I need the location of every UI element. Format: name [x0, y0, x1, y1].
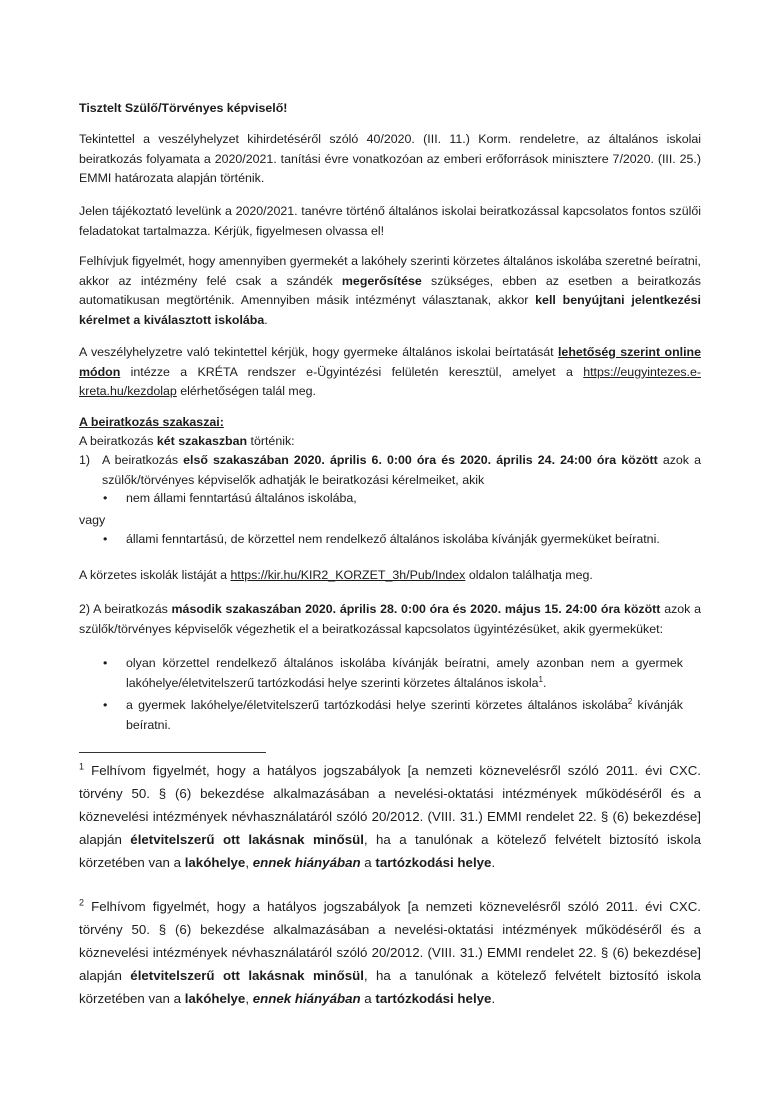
intro-paragraph: Tekintettel a veszélyhelyzet kihirdetéséről szóló 40/2020. (III. 11.) Korm. rendeletre, az általános iskolai beiratkozás folyamata a 2020/2021. tanítási évre vonatkozóan az emberi erőforrások minisztere 7/2020. (III. 25.) EMMI határozata alapján történik. — [79, 132, 701, 185]
text-run: , ha a tanulónak a kötelező felvételt biztosító iskola körzetében van a — [79, 832, 701, 870]
text-run: A beiratkozás — [102, 453, 184, 467]
text-run: kívánják beíratni. — [126, 698, 683, 732]
text-run: Felhívom figyelmét, hogy a hatályos jogszabályok [a nemzeti köznevelésről szóló 2011. évi CXC. törvény 50. § (6) bekezdése alkalmazásában a nevelési-oktatási intézmények működéséről és a köznevelési intézmények névhasználatáról szóló 20/2012. (VIII. 31.) EMMI rendelet 22. § (6) bekezdése] alapján — [79, 763, 701, 847]
bold-run: tartózkodási helye — [375, 991, 492, 1006]
text-run: A körzetes iskolák listáját a — [79, 568, 231, 582]
bold-run: kell benyújtani jelentkezési kérelmet a kiválasztott iskolába — [79, 293, 701, 327]
text-run: , ha a tanulónak a kötelező felvételt biztosító iskola körzetében van a — [79, 968, 701, 1006]
bullet-icon: • — [103, 491, 108, 505]
text-run: . — [491, 991, 496, 1006]
section-heading-text: A beiratkozás szakaszai: — [79, 415, 224, 429]
text-run: Felhívjuk figyelmét, hogy amennyiben gyermekét a lakóhely szerinti körzetes általános iskolába szeretné beíratni, akkor az intézmény felé csak a szándék — [79, 254, 701, 288]
text-run: , — [245, 991, 253, 1006]
bullet-text — [126, 654, 683, 693]
footnote-mark: 1 — [79, 761, 85, 772]
bold-run: lakóhelye — [184, 855, 246, 870]
bold-run: életvitelszerű ott lakásnak minősül — [130, 968, 364, 983]
bullet-text — [126, 696, 683, 735]
text-run: . — [543, 675, 547, 690]
text-run: Felhívom figyelmét, hogy a hatályos jogszabályok [a nemzeti köznevelésről szóló 2011. évi CXC. törvény 50. § (6) bekezdése alkalmazásában a nevelési-oktatási intézmények működéséről és a köznevelési intézmények névhasználatáról szóló 20/2012. (VIII. 31.) EMMI rendelet 22. § (6) bekezdése] alapján — [79, 899, 701, 983]
footnote-divider — [79, 752, 266, 753]
bold-italic-run: ennek hiányában — [252, 991, 361, 1006]
salutation: Tisztelt Szülő/Törvényes képviselő! — [79, 101, 288, 115]
text-run: A veszélyhelyzetre való tekintettel kérjük, hogy gyermeke általános iskolai beírtatását — [79, 345, 558, 359]
bullet-icon: • — [103, 656, 108, 670]
footnote-mark: 2 — [79, 897, 85, 908]
footnote-ref[interactable]: 1 — [538, 674, 543, 684]
bold-run: életvitelszerű ott lakásnak minősül — [130, 832, 364, 847]
section-heading — [79, 413, 701, 433]
bold-run: második szakaszában 2020. április 28. 0:00 óra és 2020. május 15. 24:00 óra között — [171, 602, 661, 616]
text-run: A beiratkozás — [79, 434, 157, 448]
kreta-link[interactable]: https://eugyintezes.e-kreta.hu/kezdolap — [79, 364, 701, 398]
text-run: a gyermek lakóhelye/életvitelszerű tartózkodási helye szerinti körzetes általános iskolába — [126, 698, 628, 712]
bold-run: első szakaszában 2020. április 6. 0:00 óra és 2020. április 24. 24:00 óra között — [183, 453, 658, 467]
text-run: elérhetőségen talál meg. — [176, 384, 316, 398]
footnote-ref[interactable]: 2 — [627, 696, 633, 706]
text-run: . — [264, 312, 268, 327]
text-run: intézze a KRÉTA rendszer e-Ügyintézési felületén keresztül, amelyet a — [120, 364, 584, 379]
text-run: a — [360, 991, 376, 1006]
bold-run: tartózkodási helye — [375, 855, 492, 870]
online-paragraph — [79, 343, 701, 402]
bold-underline-run: lehetőség szerint online módon — [79, 345, 701, 379]
phase-intro — [79, 432, 701, 452]
confirmation-paragraph — [79, 252, 701, 330]
text-run: olyan körzettel rendelkező általános iskolába kívánják beíratni, amely azonban nem a gyermek lakóhelye/életvitelszerű tartózkodási helye szerinti körzetes általános iskola — [126, 656, 683, 690]
bold-italic-run: ennek hiányában — [252, 855, 361, 870]
bold-run: két szakaszban — [156, 434, 248, 448]
kir-link[interactable]: https://kir.hu/KIR2_KORZET_3h/Pub/Index — [230, 568, 466, 582]
text-run: oldalon találhatja meg. — [465, 568, 593, 582]
text-run: , — [245, 855, 253, 870]
bullet-icon: • — [103, 698, 108, 712]
bold-run: megerősítése — [341, 273, 422, 288]
bullet-icon: • — [103, 532, 108, 546]
text-run: a — [360, 855, 376, 870]
or-text: vagy — [79, 513, 106, 527]
list-number: 1) — [79, 453, 91, 467]
notice-paragraph: Jelen tájékoztató levelünk a 2020/2021. tanévre történő általános iskolai beiratkozással kapcsolatos fontos szülői feladatokat tartalmazza. Kérjük, figyelmesen olvassa el! — [79, 204, 701, 238]
footnote-1 — [79, 759, 701, 874]
text-run: azok a szülők/törvényes képviselők adhatják le beiratkozási kérelmeiket, akik — [102, 453, 701, 487]
text-run: 2) A beiratkozás — [79, 602, 172, 616]
district-list-line — [79, 566, 701, 586]
text-run: történik: — [247, 434, 295, 448]
bullet-text: állami fenntartású, de körzettel nem rendelkező általános iskolába kívánják gyermeküket beíratni. — [126, 532, 660, 546]
text-run: szükséges, ebben az esetben a beiratkozás automatikusan megtörténik. Amennyiben másik intézményt választanak, akkor — [79, 273, 702, 307]
phase-1-text — [102, 451, 701, 490]
bullet-text: nem állami fenntartású általános iskolába, — [126, 491, 357, 505]
bold-run: lakóhelye — [184, 991, 246, 1006]
phase-2-paragraph — [79, 600, 701, 639]
footnote-2 — [79, 895, 701, 1010]
text-run: azok a szülők/törvényes képviselők végezhetik el a beiratkozással kapcsolatos ügyintézésüket, akik gyermeküket: — [79, 602, 702, 636]
text-run: . — [491, 855, 496, 870]
